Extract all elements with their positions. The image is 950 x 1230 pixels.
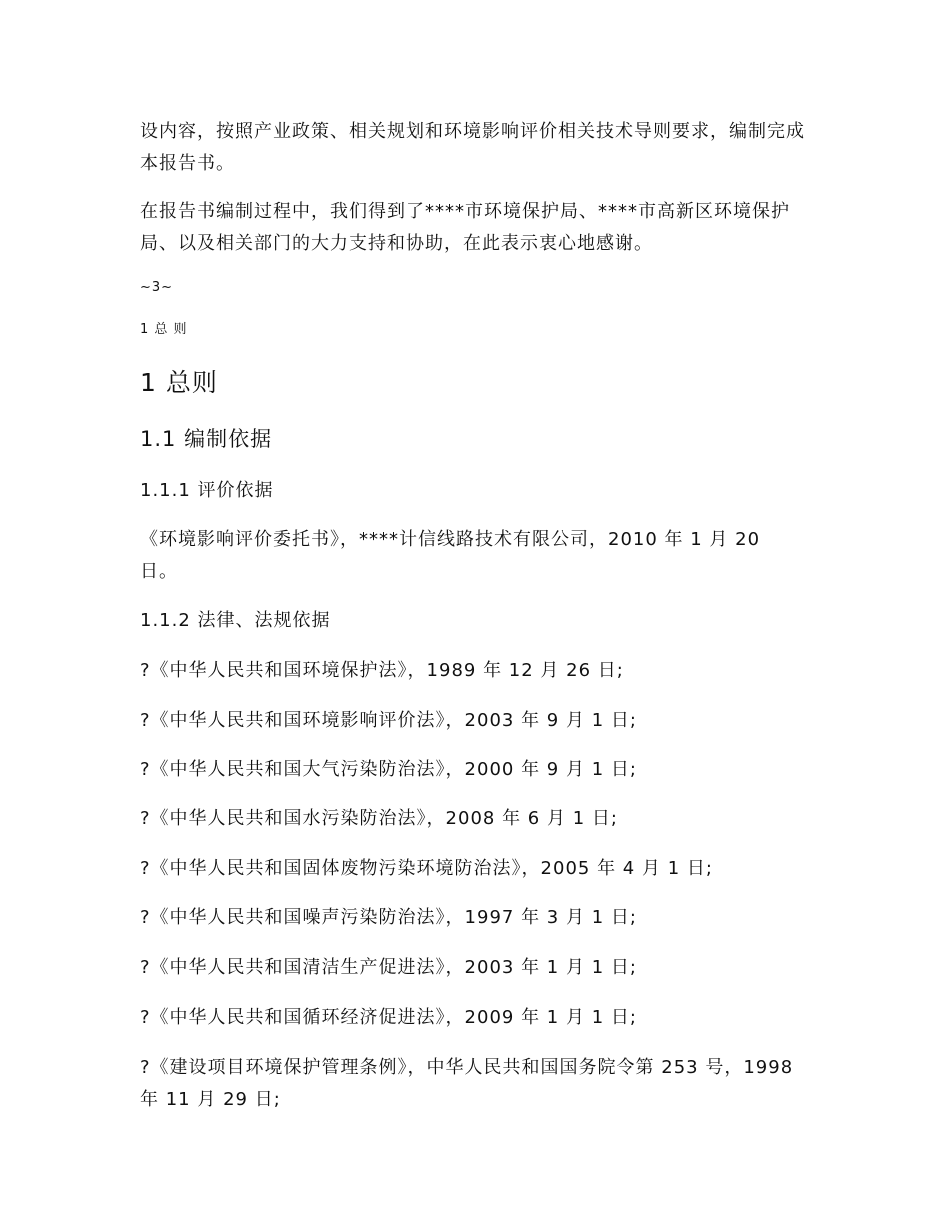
intro-paragraph-2: 在报告书编制过程中，我们得到了****市环境保护局、****市高新区环境保护局、以及相关部门的大力支持和协助，在此表示衷心地感谢。 bbox=[140, 201, 790, 254]
heading-subsection-1-1-2: 1.1.2 法律、法规依据 bbox=[140, 610, 331, 631]
heading-subsection-1-1-1: 1.1.1 评价依据 bbox=[140, 480, 274, 501]
law-item: ?《中华人民共和国大气污染防治法》，2000 年 9 月 1 日; bbox=[140, 759, 637, 780]
law-item: ?《中华人民共和国水污染防治法》，2008 年 6 月 1 日; bbox=[140, 808, 618, 829]
running-header: 1 总 则 bbox=[140, 322, 188, 337]
intro-paragraph-1: 设内容，按照产业政策、相关规划和环境影响评价相关技术导则要求，编制完成本报告书。 bbox=[140, 121, 805, 174]
heading-section-1-1: 1.1 编制依据 bbox=[140, 427, 273, 451]
law-item: ?《中华人民共和国环境保护法》，1989 年 12 月 26 日; bbox=[140, 660, 624, 681]
page-number: ~3~ bbox=[140, 280, 174, 295]
law-item-last: ?《建设项目环境保护管理条例》，中华人民共和国国务院令第 253 号，1998 年 11 月 29 日; bbox=[140, 1057, 794, 1110]
basis-paragraph: 《环境影响评价委托书》，****计信线路技术有限公司，2010 年 1 月 20 日。 bbox=[140, 529, 761, 582]
law-item: ?《中华人民共和国噪声污染防治法》，1997 年 3 月 1 日; bbox=[140, 907, 637, 928]
law-item: ?《中华人民共和国固体废物污染环境防治法》，2005 年 4 月 1 日; bbox=[140, 858, 713, 879]
law-item: ?《中华人民共和国循环经济促进法》，2009 年 1 月 1 日; bbox=[140, 1007, 637, 1028]
law-item: ?《中华人民共和国环境影响评价法》，2003 年 9 月 1 日; bbox=[140, 710, 637, 731]
heading-chapter-1: 1 总则 bbox=[140, 368, 218, 397]
law-item: ?《中华人民共和国清洁生产促进法》，2003 年 1 月 1 日; bbox=[140, 957, 637, 978]
